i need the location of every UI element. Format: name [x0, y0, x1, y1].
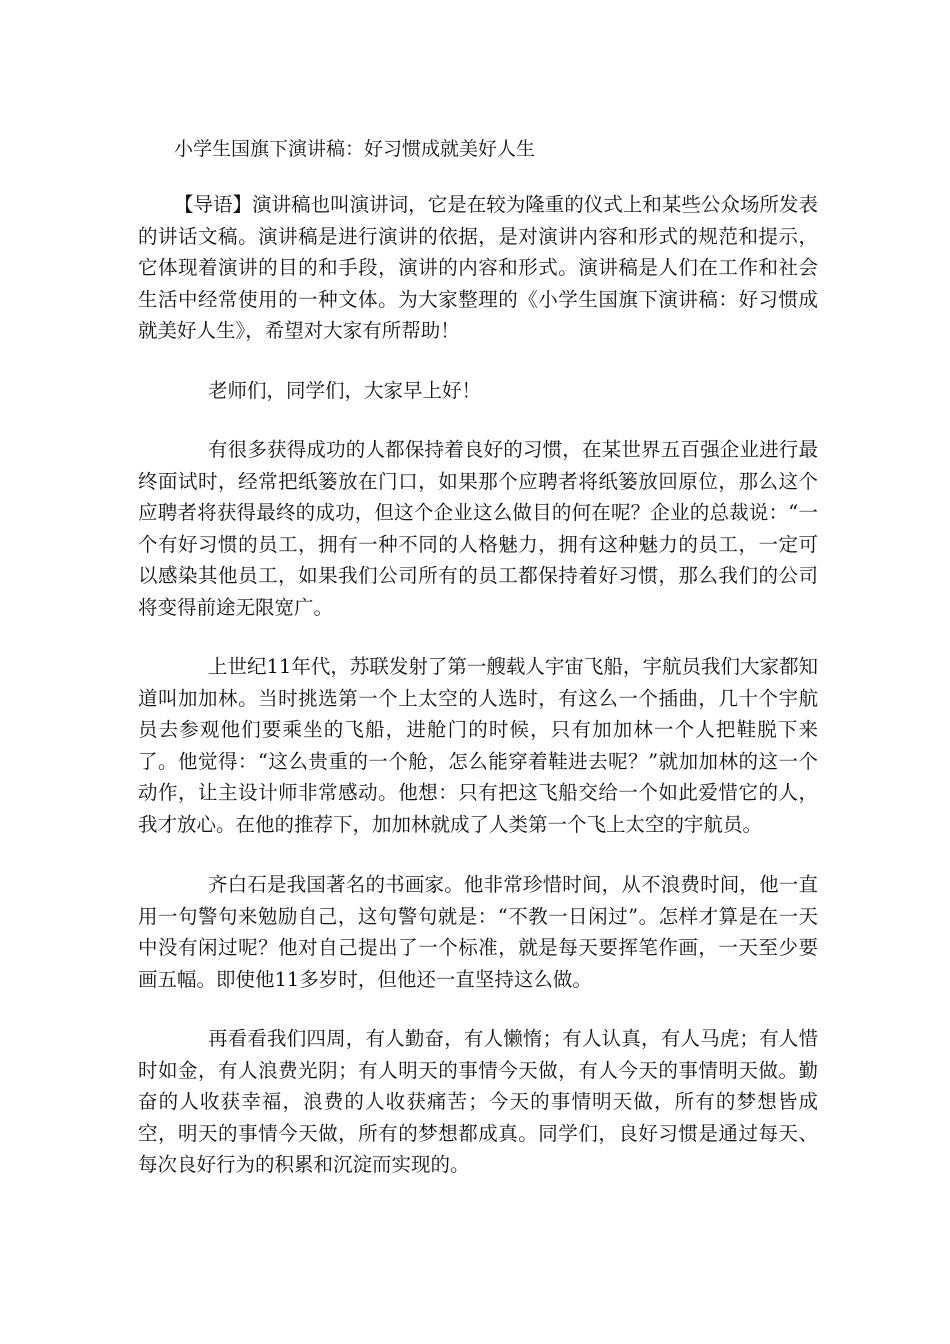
body-paragraph-4: 再看看我们四周，有人勤奋，有人懒惰；有人认真，有人马虎；有人惜时如金，有人浪费光阴；有人明天的事情今天做，有人今天的事情明天做。勤奋的人收获幸福，浪费的人收获痛苦；今天的事情明天做，所有的梦想皆成空，明天的事情今天做，所有的梦想都成真。同学们，良好习惯是通过每天、每次良好行为的积累和沉淀而实现的。	[138, 1027, 818, 1176]
document-title: 小学生国旗下演讲稿：好习惯成就美好人生	[174, 138, 536, 160]
intro-paragraph: 【导语】演讲稿也叫演讲词，它是在较为隆重的仪式上和某些公众场所发表的讲话文稿。演讲稿是进行演讲的依据，是对演讲内容和形式的规范和提示，它体现着演讲的目的和手段，演讲的内容和形式。演讲稿是人们在工作和社会生活中经常使用的一种文体。为大家整理的《小学生国旗下演讲稿：好习惯成就美好人生》，希望对大家有所帮助！	[138, 193, 818, 342]
body-paragraph-3: 齐白石是我国著名的书画家。他非常珍惜时间，从不浪费时间，他一直用一句警句来勉励自己，这句警句就是：“不教一日闲过”。怎样才算是在一天中没有闲过呢？他对自己提出了一个标准，就是每天要挥笔作画，一天至少要画五幅。即使他11多岁时，但他还一直坚持这么做。	[138, 873, 818, 991]
body-paragraph-1: 有很多获得成功的人都保持着良好的习惯，在某世界五百强企业进行最终面试时，经常把纸篓放在门口，如果那个应聘者将纸篓放回原位，那么这个应聘者将获得最终的成功，但这个企业这么做目的何在呢？企业的总裁说：“一个有好习惯的员工，拥有一种不同的人格魅力，拥有这种魅力的员工，一定可以感染其他员工，如果我们公司所有的员工都保持着好习惯，那么我们的公司将变得前途无限宽广。	[138, 438, 818, 619]
body-paragraph-2: 上世纪11年代，苏联发射了第一艘载人宇宙飞船，宇航员我们大家都知道叫加加林。当时挑选第一个上太空的人选时，有这么一个插曲，几十个宇航员去参观他们要乘坐的飞船，进舱门的时候，只有加加林一个人把鞋脱下来了。他觉得：“这么贵重的一个舱，怎么能穿着鞋进去呢？”就加加林的这一个动作，让主设计师非常感动。他想：只有把这飞船交给一个如此爱惜它的人，我才放心。在他的推荐下，加加林就成了人类第一个飞上太空的宇航员。	[138, 655, 818, 836]
greeting-line: 老师们，同学们，大家早上好！	[208, 379, 482, 402]
